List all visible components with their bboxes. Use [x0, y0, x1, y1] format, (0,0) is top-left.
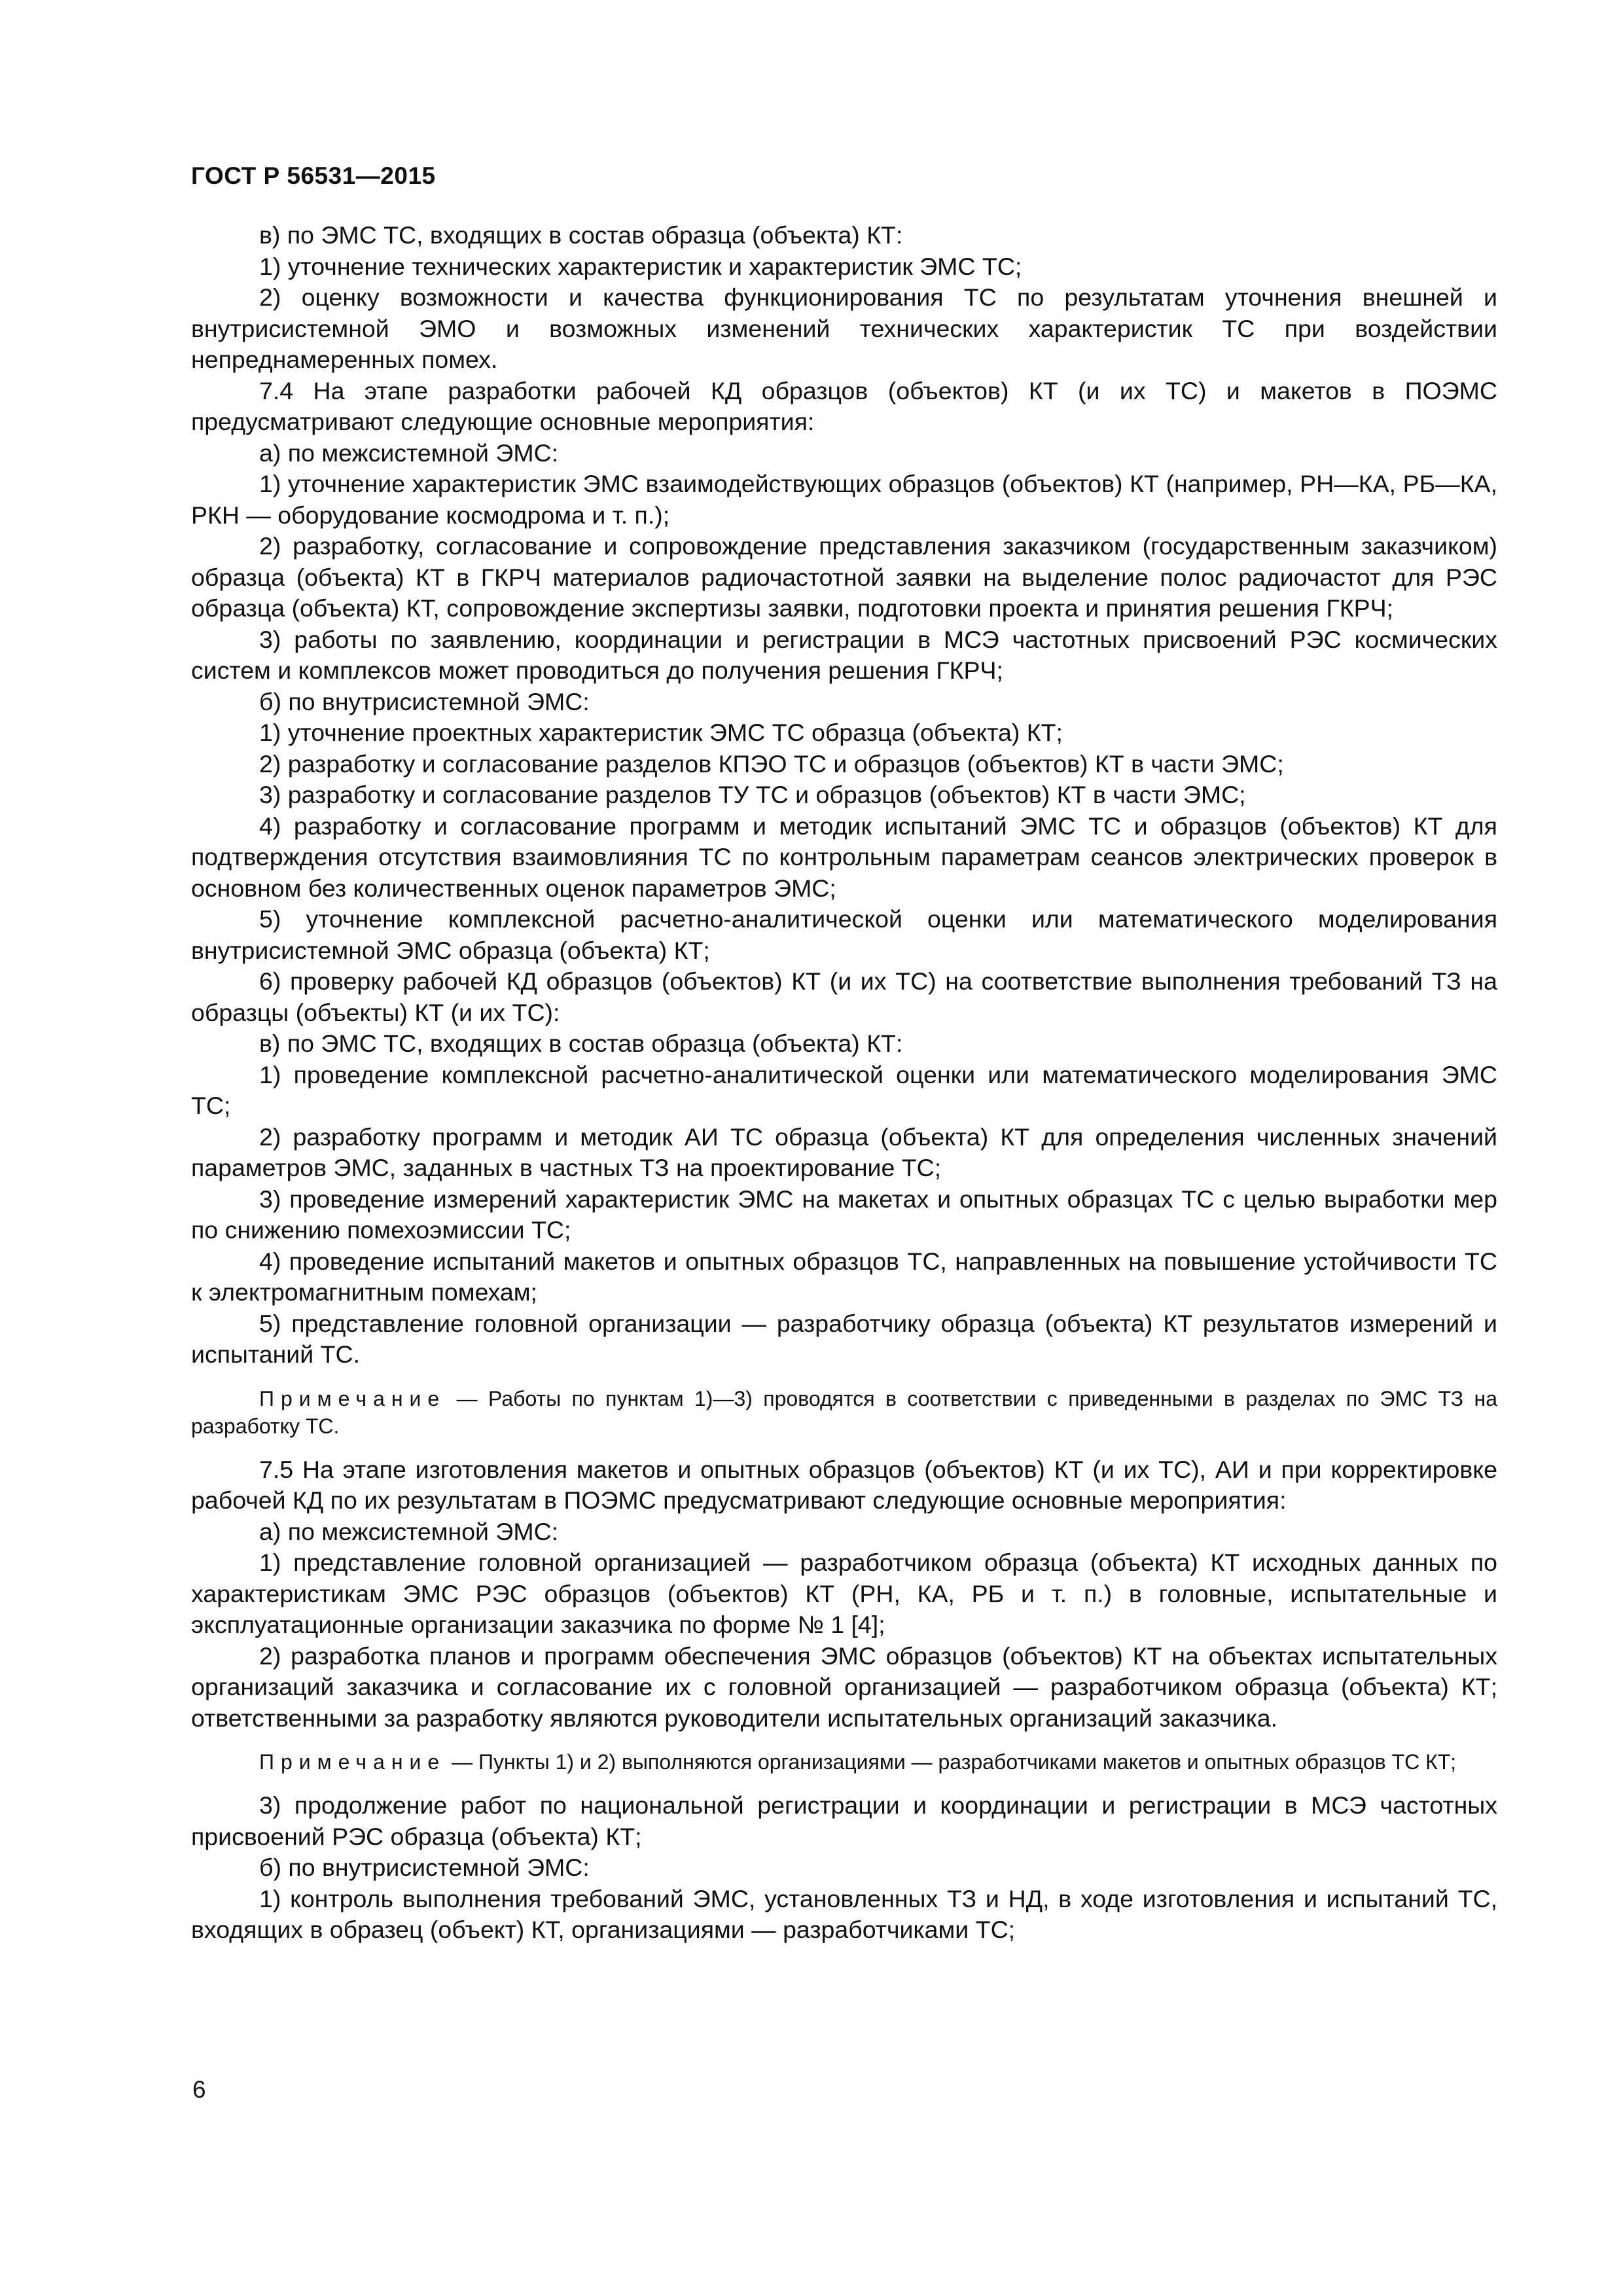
paragraph: 2) оценку возможности и качества функционирования ТС по результатам уточнения внешней и внутрисистемной ЭМО и возможных изменений технических характеристик ТС при воздействии непреднамеренных помех. [191, 283, 1497, 373]
paragraph: 5) уточнение комплексной расчетно-аналитической оценки или математического моделирования внутрисистемной ЭМС образца (объекта) КТ; [191, 905, 1497, 964]
paragraph: 2) разработку программ и методик АИ ТС образца (объекта) КТ для определения численных значений параметров ЭМС, заданных в частных ТЗ на проектирование ТС; [191, 1122, 1497, 1181]
paragraph: а) по межсистемной ЭМС: [259, 439, 559, 467]
paragraph: 3) работы по заявлению, координации и регистрации в МСЭ частотных присвоений РЭС космических систем и комплексов может проводиться до получения решения ГКРЧ; [191, 625, 1497, 684]
document-header: ГОСТ Р 56531—2015 [191, 162, 436, 189]
paragraph: 6) проверку рабочей КД образцов (объектов) КТ (и их ТС) на соответствие выполнения требований ТЗ на образцы (объекты) КТ (и их ТС): [191, 967, 1497, 1026]
document-body [191, 220, 1497, 1946]
paragraph: в) по ЭМС ТС, входящих в состав образца (объекта) КТ: [259, 221, 903, 249]
paragraph: в) по ЭМС ТС, входящих в состав образца (объекта) КТ: [259, 1030, 903, 1057]
paragraph: 3) разработку и согласование разделов ТУ ТС и образцов (объектов) КТ в части ЭМС; [259, 781, 1246, 808]
paragraph: 5) представление головной организации — разработчику образца (объекта) КТ результатов измерений и испытаний ТС. [191, 1309, 1497, 1368]
paragraph: 3) продолжение работ по национальной регистрации и координации и регистрации в МСЭ частотных присвоений РЭС образца (объекта) КТ; [191, 1791, 1497, 1850]
paragraph: а) по межсистемной ЭМС: [259, 1517, 559, 1545]
note-text: — Работы по пунктам 1)—3) проводятся в соответствии с приведенными в разделах по ЭМС ТЗ на разработку ТС. [191, 1386, 1497, 1438]
paragraph: 3) проведение измерений характеристик ЭМС на макетах и опытных образцах ТС с целью выработки мер по снижению помехоэмиссии ТС; [191, 1185, 1497, 1244]
paragraph: 1) уточнение характеристик ЭМС взаимодействующих образцов (объектов) КТ (например, РН—КА, РБ—КА, РКН — оборудование космодрома и т. п.); [191, 470, 1497, 529]
page-number: 6 [192, 2076, 206, 2103]
paragraph: 2) разработку, согласование и сопровождение представления заказчиком (государственным заказчиком) образца (объекта) КТ в ГКРЧ материалов радиочастотной заявки на выделение полос радиочастот для РЭС образца (объекта) КТ, сопровождение экспертизы заявки, подготовки проекта и принятия решения ГКРЧ; [191, 532, 1497, 622]
note-label: Примечание [259, 1750, 446, 1774]
note [191, 1385, 1497, 1440]
paragraph: 2) разработку и согласование разделов КПЭО ТС и образцов (объектов) КТ в части ЭМС; [259, 749, 1284, 778]
paragraph: 1) представление головной организацией — разработчиком образца (объекта) КТ исходных данных по характеристикам ЭМС РЭС образцов (объектов) КТ (РН, КА, РБ и т. п.) в головные, испытательные и эксплуатационные организации заказчика по форме № 1 [4]; [191, 1549, 1497, 1638]
paragraph: б) по внутрисистемной ЭМС: [259, 687, 590, 715]
note-label: Примечание [259, 1386, 446, 1410]
paragraph: 4) разработку и согласование программ и методик испытаний ЭМС ТС и образцов (объектов) КТ для подтверждения отсутствия взаимовлияния ТС по контрольным параметрам сеансов электрических проверок в основном без количественных оценок параметров ЭМС; [191, 812, 1497, 902]
note [191, 1748, 1497, 1776]
paragraph: б) по внутрисистемной ЭМС: [259, 1854, 590, 1881]
paragraph: 4) проведение испытаний макетов и опытных образцов ТС, направленных на повышение устойчивости ТС к электромагнитным помехам; [191, 1247, 1497, 1306]
paragraph: 2) разработка планов и программ обеспечения ЭМС образцов (объектов) КТ на объектах испытательных организаций заказчика и согласование их с головной организацией — разработчиком образца (объекта) КТ; ответственными за разработку являются руководители испытательных организаций заказчика. [191, 1641, 1497, 1732]
paragraph: 1) проведение комплексной расчетно-аналитической оценки или математического моделирования ЭМС ТС; [191, 1060, 1497, 1119]
paragraph: 1) уточнение проектных характеристик ЭМС ТС образца (объекта) КТ; [259, 719, 1063, 746]
paragraph: 7.4 На этапе разработки рабочей КД образцов (объектов) КТ (и их ТС) и макетов в ПОЭМС предусматривают следующие основные мероприятия: [191, 376, 1497, 435]
paragraph: 1) контроль выполнения требований ЭМС, установленных ТЗ и НД, в ходе изготовления и испытаний ТС, входящих в образец (объект) КТ, организациями — разработчиками ТС; [191, 1884, 1497, 1943]
note-text: — Пункты 1) и 2) выполняются организациями — разработчиками макетов и опытных образцов ТС КТ; [446, 1750, 1457, 1774]
paragraph: 1) уточнение технических характеристик и характеристик ЭМС ТС; [259, 252, 1022, 280]
paragraph: 7.5 На этапе изготовления макетов и опытных образцов (объектов) КТ (и их ТС), АИ и при корректировке рабочей КД по их результатам в ПОЭМС предусматривают следующие основные мероприятия: [191, 1455, 1497, 1514]
